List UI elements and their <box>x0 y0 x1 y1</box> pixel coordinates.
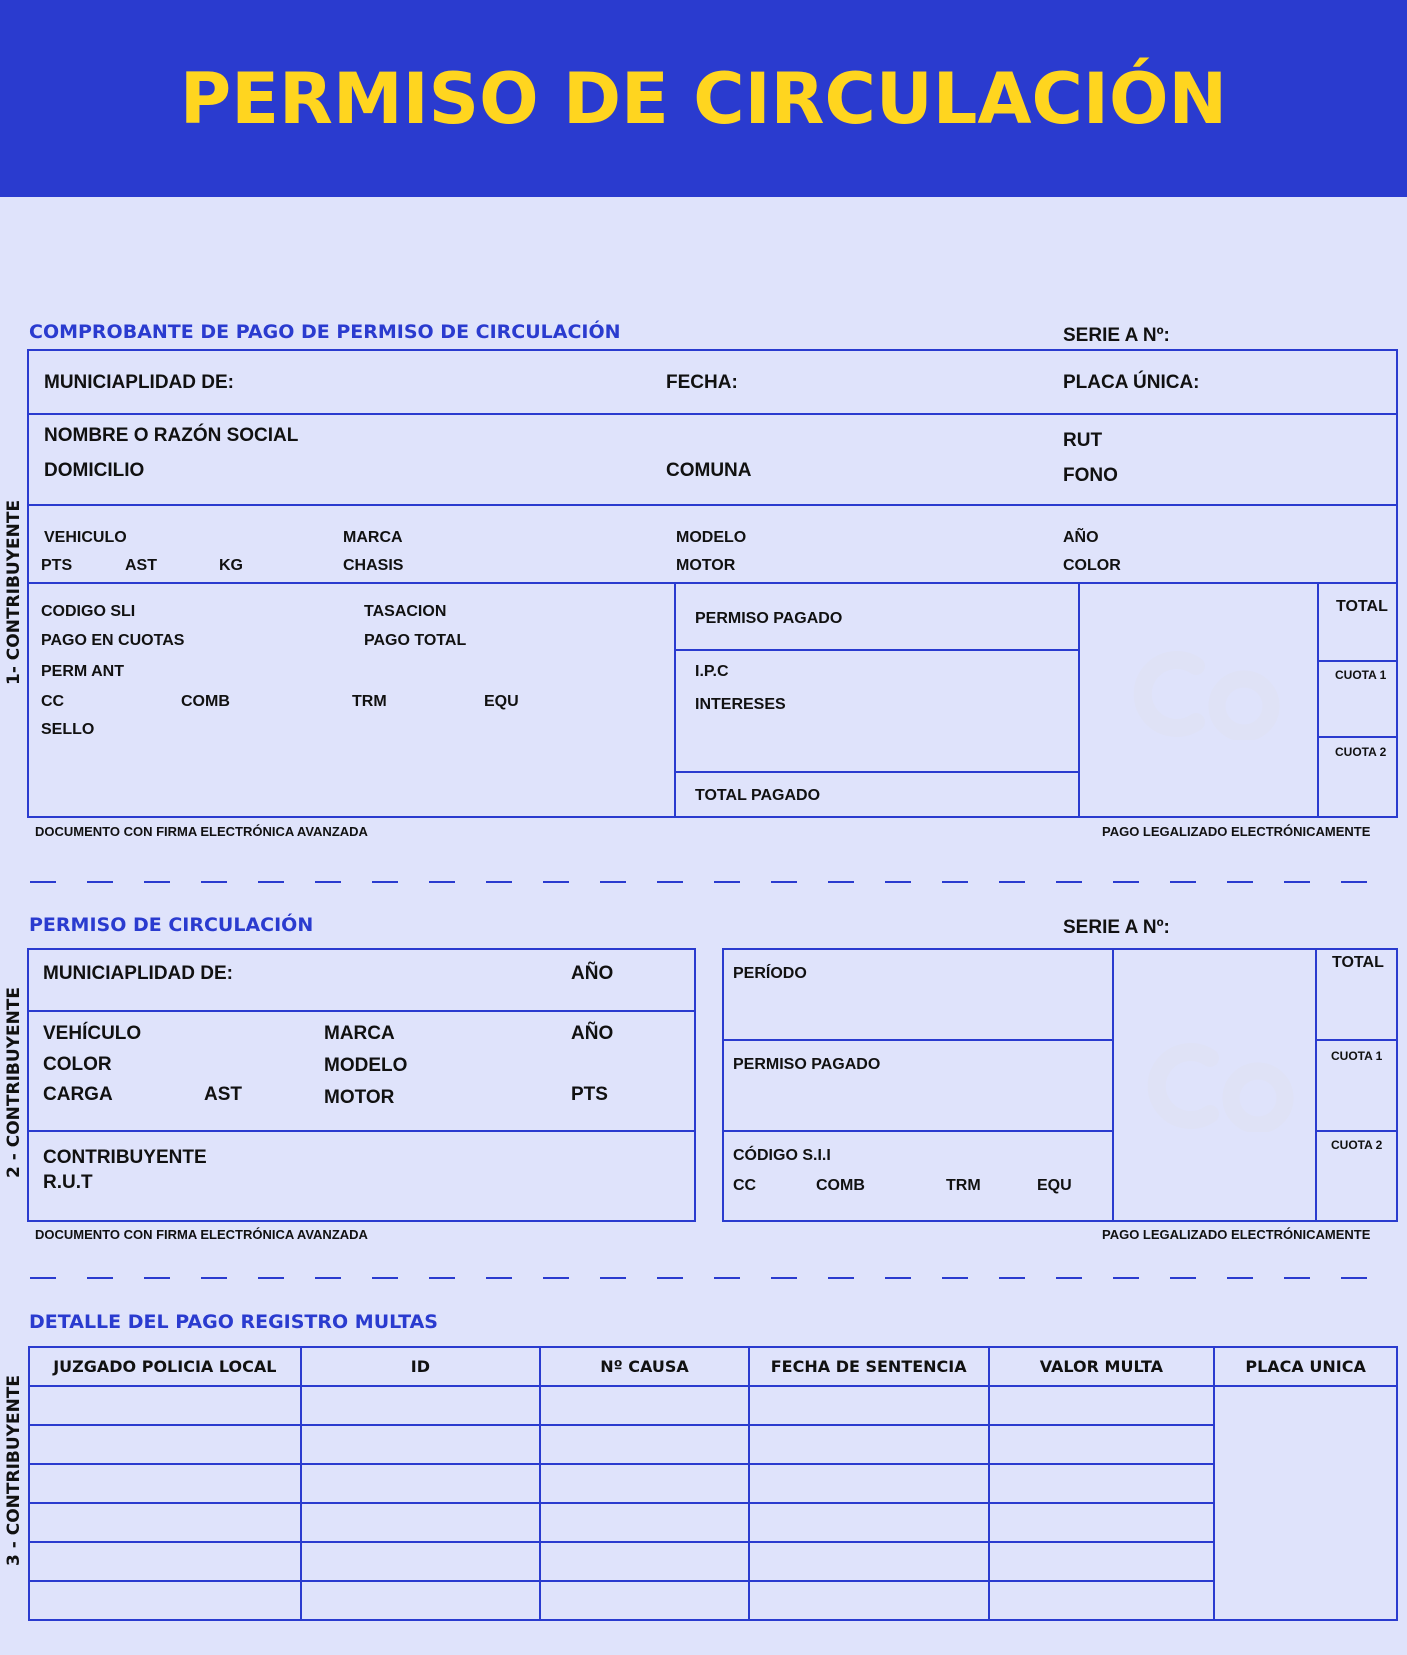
table-cell[interactable] <box>301 1542 541 1581</box>
col-juzgado: JUZGADO POLICIA LOCAL <box>29 1347 301 1386</box>
col-fecha-sentencia: FECHA DE SENTENCIA <box>749 1347 989 1386</box>
section2-title: PERMISO DE CIRCULACIÓN <box>29 914 314 936</box>
color-field[interactable]: COLOR <box>1063 557 1121 574</box>
watermark-logo-icon <box>1134 1040 1299 1132</box>
page-title: PERMISO DE CIRCULACIÓN <box>179 57 1228 140</box>
table-cell[interactable] <box>749 1386 989 1425</box>
section1-side-label: 1- CONTRIBUYENTE <box>4 499 24 685</box>
section2-side-label: 2 - CONTRIBUYENTE <box>4 986 24 1178</box>
table-row <box>29 1425 1397 1464</box>
s2-contribuyente-field[interactable]: CONTRIBUYENTE <box>43 1147 207 1168</box>
table-row <box>29 1386 1397 1425</box>
municipalidad-field[interactable]: MUNICIAPLIDAD DE: <box>44 372 234 393</box>
table-cell[interactable] <box>29 1386 301 1425</box>
section2-footer-left: DOCUMENTO CON FIRMA ELECTRÓNICA AVANZADA <box>35 1227 368 1242</box>
col-causa: Nº CAUSA <box>540 1347 749 1386</box>
placa-field[interactable]: PLACA ÚNICA: <box>1063 372 1200 393</box>
perm-ant-field[interactable]: PERM ANT <box>41 663 124 680</box>
s2-periodo-field[interactable]: PERÍODO <box>733 965 807 982</box>
table-row <box>29 1503 1397 1542</box>
table-cell[interactable] <box>749 1464 989 1503</box>
table-cell[interactable] <box>989 1581 1215 1620</box>
table-cell[interactable] <box>749 1503 989 1542</box>
table-row <box>29 1581 1397 1620</box>
divider <box>1315 1039 1398 1041</box>
divider <box>674 582 676 818</box>
divider <box>1078 582 1080 818</box>
s2-permiso-pagado-field[interactable]: PERMISO PAGADO <box>733 1056 881 1073</box>
table-cell[interactable] <box>749 1542 989 1581</box>
cc-field[interactable]: CC <box>41 693 65 710</box>
divider <box>674 649 1080 651</box>
table-cell[interactable] <box>989 1503 1215 1542</box>
table-cell[interactable] <box>989 1464 1215 1503</box>
comb-field[interactable]: COMB <box>181 693 230 710</box>
comuna-field[interactable]: COMUNA <box>666 460 752 481</box>
cuota2-field[interactable]: CUOTA 2 <box>1335 745 1387 759</box>
table-cell[interactable] <box>749 1425 989 1464</box>
col-placa-unica: PLACA UNICA <box>1214 1347 1397 1386</box>
divider <box>1315 948 1317 1222</box>
nombre-field[interactable]: NOMBRE O RAZÓN SOCIAL <box>44 425 299 446</box>
s2-codigo-sii-field[interactable]: CÓDIGO S.I.I <box>733 1147 831 1164</box>
table-cell[interactable] <box>989 1542 1215 1581</box>
table-cell[interactable] <box>29 1464 301 1503</box>
s2-equ-field[interactable]: EQU <box>1037 1177 1072 1194</box>
section2-serie: SERIE A Nº: <box>1063 917 1170 938</box>
watermark-logo-icon <box>1120 648 1285 740</box>
table-row <box>29 1464 1397 1503</box>
tasacion-field[interactable]: TASACION <box>364 603 447 620</box>
divider <box>1317 660 1398 662</box>
divider <box>1315 1130 1398 1132</box>
divider <box>27 1010 696 1012</box>
cuota1-field[interactable]: CUOTA 1 <box>1335 668 1387 682</box>
pago-total-field[interactable]: PAGO TOTAL <box>364 632 467 649</box>
s2-ast-field[interactable]: AST <box>204 1084 242 1105</box>
table-cell[interactable] <box>301 1386 541 1425</box>
fecha-field[interactable]: FECHA: <box>666 372 738 393</box>
s2-trm-field[interactable]: TRM <box>946 1177 981 1194</box>
cut-line <box>30 1277 1398 1279</box>
section3-side-label: 3 - CONTRIBUYENTE <box>4 1374 24 1566</box>
s2-vehiculo-field[interactable]: VEHÍCULO <box>43 1023 142 1044</box>
s2-cc-field[interactable]: CC <box>733 1177 757 1194</box>
rut-field[interactable]: RUT <box>1063 430 1103 451</box>
total-pagado-field[interactable]: TOTAL PAGADO <box>695 787 821 804</box>
table-cell[interactable] <box>29 1425 301 1464</box>
ipc-field[interactable]: I.P.C <box>695 663 729 680</box>
motor-field[interactable]: MOTOR <box>676 557 736 574</box>
section1-footer-left: DOCUMENTO CON FIRMA ELECTRÓNICA AVANZADA <box>35 824 368 839</box>
table-cell[interactable] <box>540 1425 749 1464</box>
cut-line <box>30 881 1398 883</box>
section3-title: DETALLE DEL PAGO REGISTRO MULTAS <box>29 1311 438 1333</box>
divider <box>27 413 1398 415</box>
divider <box>27 1130 696 1132</box>
section1-title: COMPROBANTE DE PAGO DE PERMISO DE CIRCULACIÓN <box>29 321 621 343</box>
s2-cuota2-field[interactable]: CUOTA 2 <box>1331 1138 1383 1152</box>
kg-field[interactable]: KG <box>219 557 243 574</box>
s2-marca-field[interactable]: MARCA <box>324 1023 395 1044</box>
equ-field[interactable]: EQU <box>484 693 519 710</box>
divider <box>674 771 1080 773</box>
s2-motor-field[interactable]: MOTOR <box>324 1087 395 1108</box>
pts-field[interactable]: PTS <box>41 557 73 574</box>
table-cell[interactable] <box>301 1581 541 1620</box>
s2-anio-field[interactable]: AÑO <box>571 1023 614 1044</box>
table-cell[interactable] <box>749 1581 989 1620</box>
table-cell[interactable] <box>29 1542 301 1581</box>
table-cell[interactable] <box>989 1386 1215 1425</box>
placa-unica-cell[interactable] <box>1214 1386 1397 1620</box>
permiso-pagado-field[interactable]: PERMISO PAGADO <box>695 610 843 627</box>
s2-color-field[interactable]: COLOR <box>43 1054 112 1075</box>
chasis-field[interactable]: CHASIS <box>343 557 404 574</box>
section1-serie: SERIE A Nº: <box>1063 325 1170 346</box>
s2-pts-field[interactable]: PTS <box>571 1084 608 1105</box>
trm-field[interactable]: TRM <box>352 693 387 710</box>
table-cell[interactable] <box>989 1425 1215 1464</box>
table-cell[interactable] <box>540 1542 749 1581</box>
divider <box>1317 582 1319 818</box>
table-cell[interactable] <box>301 1464 541 1503</box>
table-cell[interactable] <box>540 1386 749 1425</box>
s2-rut-field[interactable]: R.U.T <box>43 1172 93 1193</box>
s2-modelo-field[interactable]: MODELO <box>324 1055 408 1076</box>
col-id: ID <box>301 1347 541 1386</box>
divider <box>27 582 1398 584</box>
divider <box>722 1039 1114 1041</box>
table-row <box>29 1542 1397 1581</box>
col-valor-multa: VALOR MULTA <box>989 1347 1215 1386</box>
anio-field[interactable]: AÑO <box>1063 529 1099 546</box>
table-header-row <box>29 1347 1397 1386</box>
total-field[interactable]: TOTAL <box>1336 598 1388 615</box>
table-cell[interactable] <box>540 1503 749 1542</box>
s2-carga-field[interactable]: CARGA <box>43 1084 113 1105</box>
intereses-field[interactable]: INTERESES <box>695 696 786 713</box>
vehiculo-field[interactable]: VEHICULO <box>44 529 127 546</box>
s2-total-field[interactable]: TOTAL <box>1332 954 1384 971</box>
s2-municipalidad-field[interactable]: MUNICIAPLIDAD DE: <box>43 963 233 984</box>
divider <box>722 1130 1114 1132</box>
table-cell[interactable] <box>29 1581 301 1620</box>
ast-field[interactable]: AST <box>125 557 157 574</box>
divider <box>1317 736 1398 738</box>
s2-cuota1-field[interactable]: CUOTA 1 <box>1331 1049 1383 1063</box>
s2-comb-field[interactable]: COMB <box>816 1177 865 1194</box>
modelo-field[interactable]: MODELO <box>676 529 747 546</box>
codigo-sli-field[interactable]: CODIGO SLI <box>41 603 136 620</box>
table-cell[interactable] <box>540 1581 749 1620</box>
sello-field[interactable]: SELLO <box>41 721 95 738</box>
domicilio-field[interactable]: DOMICILIO <box>44 460 145 481</box>
fono-field[interactable]: FONO <box>1063 465 1118 486</box>
s2-anio-top-field[interactable]: AÑO <box>571 963 614 984</box>
marca-field[interactable]: MARCA <box>343 529 403 546</box>
divider <box>1112 948 1114 1222</box>
table-cell[interactable] <box>301 1503 541 1542</box>
fines-table <box>28 1346 1398 1621</box>
section2-footer-right: PAGO LEGALIZADO ELECTRÓNICAMENTE <box>1102 1227 1371 1242</box>
pago-cuotas-field[interactable]: PAGO EN CUOTAS <box>41 632 185 649</box>
table-cell[interactable] <box>301 1425 541 1464</box>
table-cell[interactable] <box>29 1503 301 1542</box>
section1-footer-right: PAGO LEGALIZADO ELECTRÓNICAMENTE <box>1102 824 1371 839</box>
table-cell[interactable] <box>540 1464 749 1503</box>
divider <box>27 504 1398 506</box>
header-banner <box>0 0 1407 197</box>
